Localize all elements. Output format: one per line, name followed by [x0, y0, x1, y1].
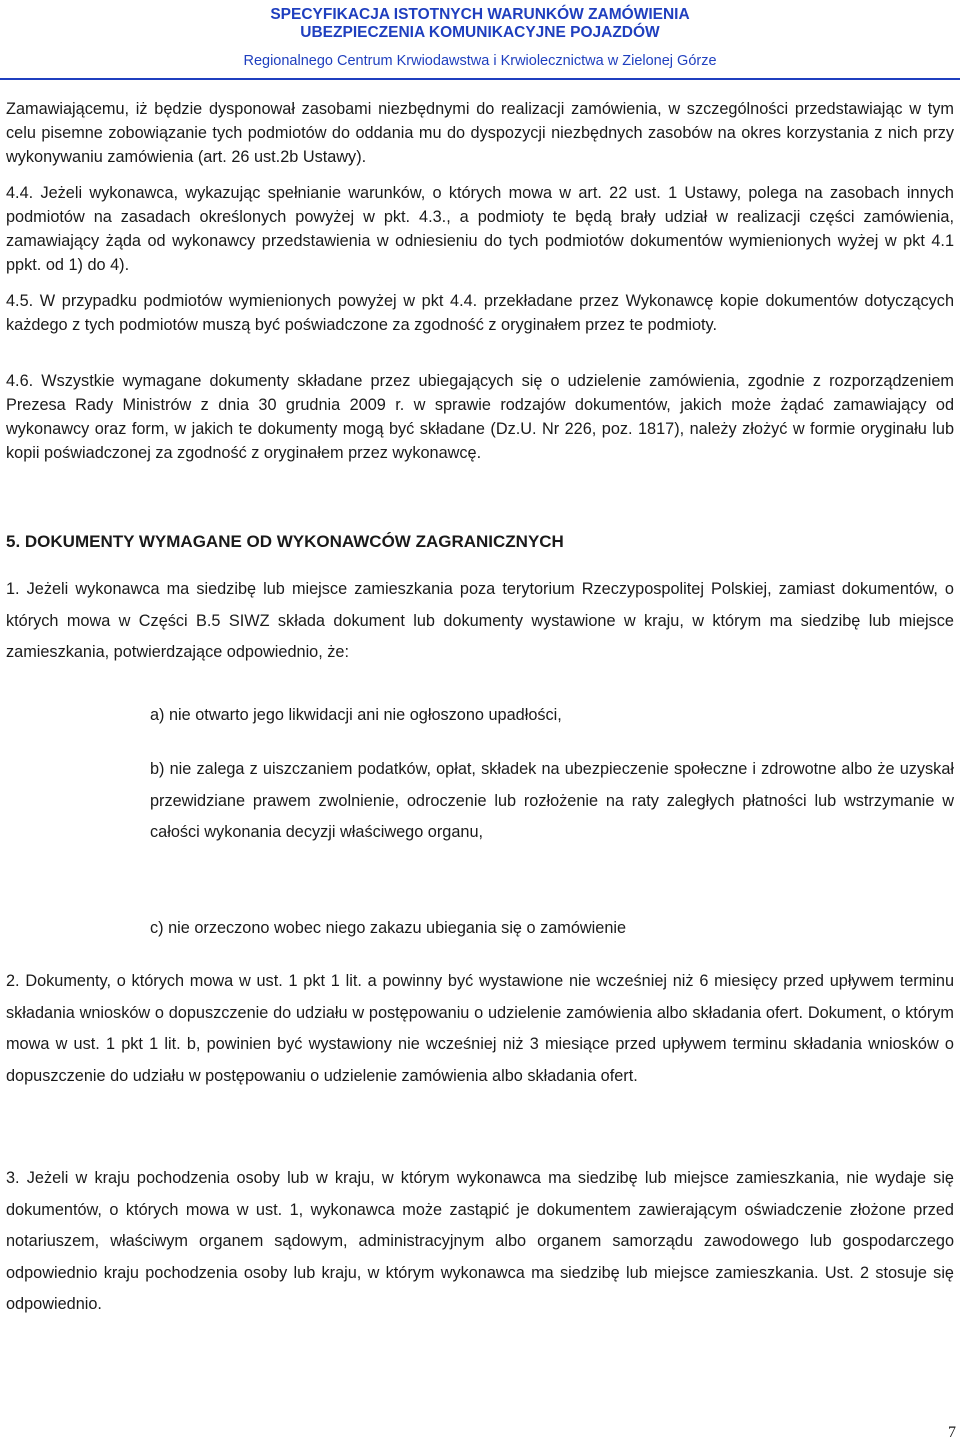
paragraph-4-4: 4.4. Jeżeli wykonawca, wykazując spełnianie warunków, o których mowa w art. 22 ust. 1 Ustawy, polega na zasobach innych podmiotów na zasadach określonych powyżej w pkt. 4.3., a podmioty te będą brały udział w realizacji części zamówienia, zamawiający żąda od wykonawcy przedstawienia w odniesieniu do tych podmiotów dokumentów wymienionych wyżej w pkt 4.1 ppkt. od 1) do 4).: [6, 184, 954, 274]
section-heading: 5. DOKUMENTY WYMAGANE OD WYKONAWCÓW ZAGRANICZNYCH: [6, 532, 564, 551]
paragraph-5-2: 2. Dokumenty, o których mowa w ust. 1 pkt 1 lit. a powinny być wystawione nie wcześniej niż 6 miesięcy przed upływem terminu składania wniosków o dopuszczenie do udziału w postępowaniu o udzielenie zamówienia albo składania ofert. Dokument, o którym mowa w ust. 1 pkt 1 lit. b, powinien być wystawiony nie wcześniej niż 3 miesiące przed upływem terminu składania wniosków o dopuszczenie do udziału w postępowaniu o udzielenie zamówienia albo składania ofert.: [6, 972, 954, 1085]
paragraph-5-3: 3. Jeżeli w kraju pochodzenia osoby lub w kraju, w którym wykonawca ma siedzibę lub miejsce zamieszkania, nie wydaje się dokumentów, o których mowa w ust. 1, wykonawca może zastąpić je dokumentem zawierającym oświadczenie złożone przed notariuszem, właściwym organem sądowym, administracyjnym albo organem samorządu zawodowego lub gospodarczego odpowiednio kraju pochodzenia osoby lub kraju, w którym wykonawca ma siedzibę lub miejsce zamieszkania. Ust. 2 stosuje się odpowiednio.: [6, 1169, 954, 1314]
header-divider: [0, 78, 960, 80]
page-number: 7: [948, 1424, 956, 1441]
list-item-a: a) nie otwarto jego likwidacji ani nie ogłoszono upadłości,: [150, 706, 562, 724]
paragraph-intro: Zamawiającemu, iż będzie dysponował zasobami niezbędnymi do realizacji zamówienia, w szczególności przedstawiając w tym celu pisemne zobowiązanie tych podmiotów do oddania mu do dyspozycji niezbędnych zasobów na okres korzystania z nich przy wykonywaniu zamówienia (art. 26 ust.2b Ustawy).: [6, 100, 954, 166]
paragraph-4-6: 4.6. Wszystkie wymagane dokumenty składane przez ubiegających się o udzielenie zamówienia, zgodnie z rozporządzeniem Prezesa Rady Ministrów z dnia 30 grudnia 2009 r. w sprawie rodzajów dokumentów, jakich może żądać zamawiający od wykonawcy oraz form, w jakich te dokumenty mogą być składane (Dz.U. Nr 226, poz. 1817), należy złożyć w formie oryginału lub kopii poświadczonej za zgodność z oryginałem przez wykonawcę.: [6, 372, 954, 462]
header-title-line1: SPECYFIKACJA ISTOTNYCH WARUNKÓW ZAMÓWIENIA: [270, 6, 690, 23]
paragraph-4-5: 4.5. W przypadku podmiotów wymienionych powyżej w pkt 4.4. przekładane przez Wykonawcę kopie dokumentów dotyczących każdego z tych podmiotów muszą być poświadczone za zgodność z oryginałem przez te podmioty.: [6, 292, 954, 334]
header-title-line2: UBEZPIECZENIA KOMUNIKACYJNE POJAZDÓW: [300, 24, 660, 41]
paragraph-5-1: 1. Jeżeli wykonawca ma siedzibę lub miejsce zamieszkania poza terytorium Rzeczypospolitej Polskiej, zamiast dokumentów, o których mowa w Części B.5 SIWZ składa dokument lub dokumenty wystawione w kraju, w którym ma siedzibę lub miejsce zamieszkania, potwierdzające odpowiednio, że:: [6, 580, 954, 662]
header-organization: Regionalnego Centrum Krwiodawstwa i Krwiolecznictwa w Zielonej Górze: [243, 53, 717, 69]
list-item-c: c) nie orzeczono wobec niego zakazu ubiegania się o zamówienie: [150, 919, 627, 937]
list-item-b: b) nie zalega z uiszczaniem podatków, opłat, składek na ubezpieczenie społeczne i zdrowotne albo że uzyskał przewidziane prawem zwolnienie, odroczenie lub rozłożenie na raty zaległych płatności lub wstrzymanie w całości wykonania decyzji właściwego organu,: [150, 760, 954, 842]
